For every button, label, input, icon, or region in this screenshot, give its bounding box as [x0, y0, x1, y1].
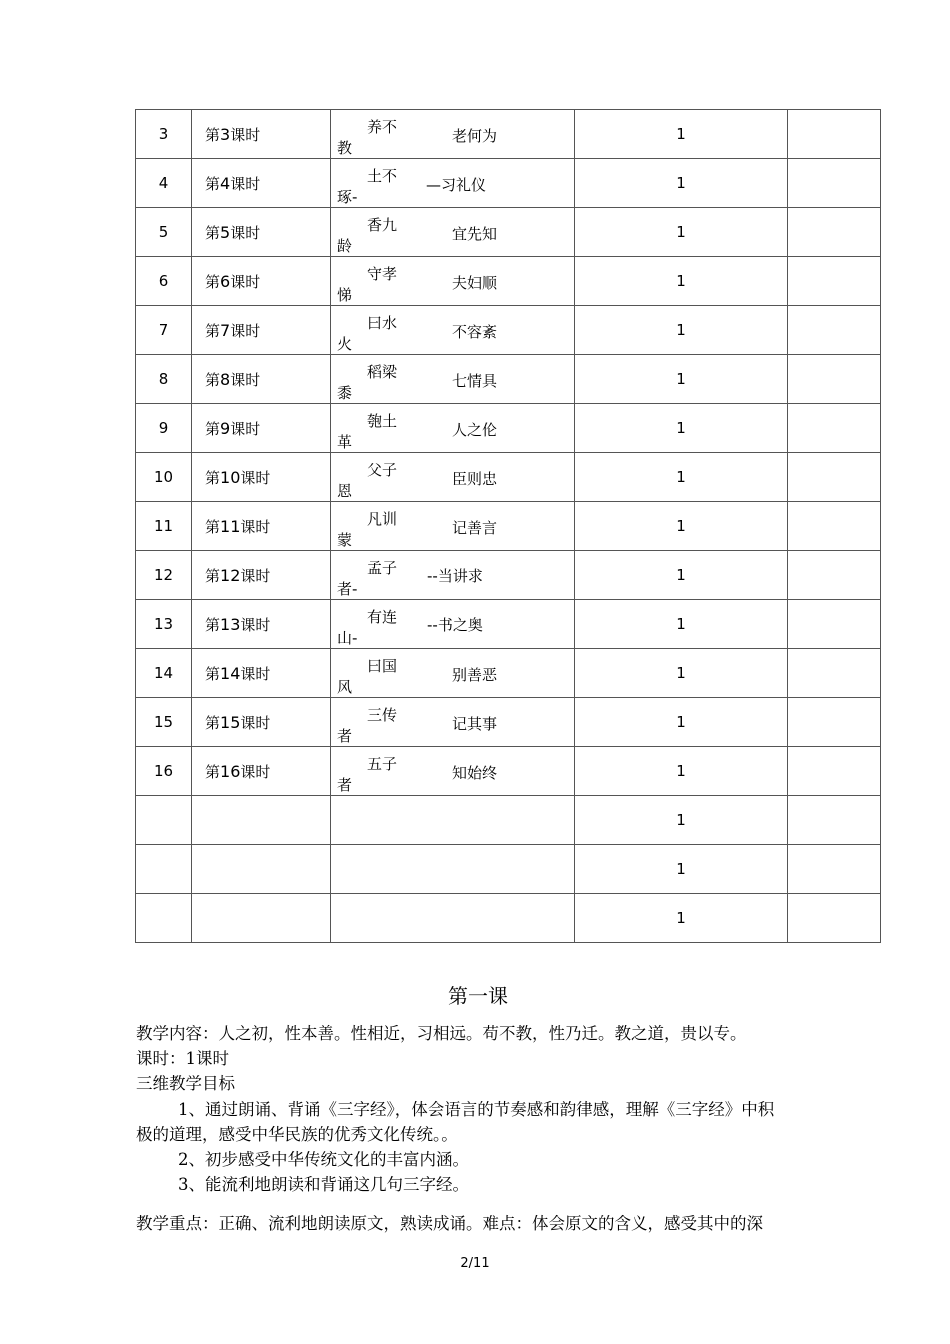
row-number: 8: [158, 370, 169, 388]
goal-3: 3、能流利地朗读和背诵这几句三字经。: [178, 1175, 469, 1194]
table-row: [136, 796, 881, 845]
table-row: [136, 404, 881, 453]
content-bottom: 山-: [337, 629, 358, 647]
content-top: 三传: [367, 706, 398, 724]
lesson-number: 14: [220, 663, 241, 683]
row-number: 12: [153, 566, 174, 584]
row-number: 4: [158, 174, 169, 192]
table-row: [136, 894, 881, 943]
lesson-prefix: 第: [205, 615, 221, 634]
lesson-prefix: 第: [205, 713, 221, 732]
hours-cell: [575, 845, 788, 894]
row-number: 13: [153, 615, 174, 633]
row-number-cell: [136, 257, 192, 306]
hours-cell: [575, 649, 788, 698]
lesson-suffix: 课时: [230, 370, 261, 389]
hours-cell: [575, 747, 788, 796]
notes-cell: [788, 208, 881, 257]
lesson-cell: [192, 894, 331, 943]
hours-value: 1: [676, 762, 686, 780]
content-cell: [331, 159, 575, 208]
lesson-number: 3: [220, 124, 231, 144]
lesson-number: 9: [220, 418, 231, 438]
lesson-prefix: 第: [205, 223, 221, 242]
lesson-cell: [192, 306, 331, 355]
content-bottom: 火: [337, 335, 353, 353]
notes-cell: [788, 257, 881, 306]
hours-value: 1: [676, 811, 686, 829]
lesson-number: 11: [220, 516, 241, 536]
content-bottom: 龄: [337, 237, 353, 255]
lesson-prefix: 第: [205, 762, 221, 781]
notes-cell: [788, 502, 881, 551]
goals-heading: 三维教学目标: [136, 1074, 235, 1093]
hours-value: 1: [676, 321, 686, 339]
hours-value: 1: [676, 468, 686, 486]
content-cell: [331, 747, 575, 796]
notes-cell: [788, 110, 881, 159]
row-number-cell: [136, 894, 192, 943]
hours-cell: [575, 894, 788, 943]
hours-value: 1: [676, 272, 686, 290]
table-row: [136, 600, 881, 649]
content-cell: [331, 600, 575, 649]
content-cell: [331, 845, 575, 894]
lesson-schedule-table: [135, 109, 881, 943]
content-cell: [331, 551, 575, 600]
table-row: [136, 551, 881, 600]
lesson-number: 5: [220, 222, 231, 242]
row-number: 16: [153, 762, 174, 780]
row-number-cell: [136, 600, 192, 649]
content-bottom: 者: [337, 776, 353, 794]
row-number: 6: [158, 272, 169, 290]
lesson-cell: [192, 600, 331, 649]
row-number: 5: [158, 223, 169, 241]
content-cell: [331, 355, 575, 404]
content-bottom: 教: [337, 139, 353, 157]
notes-cell: [788, 600, 881, 649]
content-top: 养不: [367, 118, 398, 136]
notes-cell: [788, 894, 881, 943]
lesson-cell: [192, 551, 331, 600]
table-row: [136, 502, 881, 551]
hours-value: 1: [676, 664, 686, 682]
lesson-title: 第一课: [448, 984, 508, 1008]
table-row: [136, 208, 881, 257]
lesson-cell: [192, 502, 331, 551]
row-number: 9: [158, 419, 169, 437]
content-cell: [331, 306, 575, 355]
table-row: [136, 698, 881, 747]
notes-cell: [788, 796, 881, 845]
content-top: 父子: [367, 461, 398, 479]
hours-cell: [575, 796, 788, 845]
notes-cell: [788, 551, 881, 600]
row-number-cell: [136, 551, 192, 600]
content-right: 夫妇顺: [452, 274, 498, 292]
lesson-prefix: 第: [205, 566, 221, 585]
lesson-number: 15: [220, 712, 241, 732]
lesson-cell: [192, 208, 331, 257]
content-top: 稻梁: [367, 363, 398, 381]
key-points: 教学重点：正确、流利地朗读原文，熟读成诵。难点：体会原文的含义，感受其中的深: [136, 1214, 763, 1233]
lesson-prefix: 第: [205, 664, 221, 683]
notes-cell: [788, 698, 881, 747]
goal-2: 2、初步感受中华传统文化的丰富内涵。: [178, 1150, 469, 1169]
row-number: 14: [153, 664, 174, 682]
row-number-cell: [136, 404, 192, 453]
lesson-suffix: 课时: [240, 566, 271, 585]
row-number-cell: [136, 453, 192, 502]
hours-value: 1: [676, 370, 686, 388]
content-right: 七情具: [452, 372, 498, 390]
lesson-cell: [192, 649, 331, 698]
schedule-table-body: [136, 110, 881, 943]
content-right: --书之奥: [427, 616, 483, 634]
hours-value: 1: [676, 517, 686, 535]
hours-value: 1: [676, 860, 686, 878]
row-number-cell: [136, 649, 192, 698]
hours-value: 1: [676, 125, 686, 143]
table-row: [136, 845, 881, 894]
lesson-suffix: 课时: [230, 174, 261, 193]
hours-cell: [575, 453, 788, 502]
content-top: 孟子: [367, 559, 398, 577]
content-bottom: 蒙: [337, 531, 353, 549]
content-top: 守孝: [367, 265, 398, 283]
lesson-suffix: 课时: [240, 664, 271, 683]
lesson-number: 12: [220, 565, 241, 585]
table-row: [136, 159, 881, 208]
hours-cell: [575, 257, 788, 306]
hours-cell: [575, 502, 788, 551]
notes-cell: [788, 453, 881, 502]
teaching-content: 教学内容：人之初，性本善。性相近，习相远。苟不教，性乃迁。教之道，贵以专。: [136, 1024, 747, 1043]
notes-cell: [788, 306, 881, 355]
content-cell: [331, 894, 575, 943]
lesson-cell: [192, 404, 331, 453]
lesson-cell: [192, 698, 331, 747]
table-row: [136, 649, 881, 698]
notes-cell: [788, 159, 881, 208]
row-number: 15: [153, 713, 174, 731]
content-top: 凡训: [367, 510, 398, 528]
lesson-prefix: 第: [205, 468, 221, 487]
content-right: 宜先知: [452, 225, 498, 243]
content-bottom: 琢-: [337, 188, 358, 206]
content-right: 别善恶: [452, 666, 498, 684]
content-right: 老何为: [452, 127, 498, 145]
lesson-cell: [192, 747, 331, 796]
hours-cell: [575, 551, 788, 600]
content-cell: [331, 649, 575, 698]
row-number: 3: [158, 125, 169, 143]
content-top: 曰国: [367, 657, 398, 675]
lesson-suffix: 课时: [240, 468, 271, 487]
content-cell: [331, 796, 575, 845]
hours-cell: [575, 110, 788, 159]
lesson-prefix: 第: [205, 272, 221, 291]
content-right: 人之伦: [452, 421, 498, 439]
lesson-prefix: 第: [205, 174, 221, 193]
hours-value: 1: [676, 223, 686, 241]
content-right: 臣则忠: [452, 470, 498, 488]
hours-cell: [575, 698, 788, 747]
notes-cell: [788, 747, 881, 796]
content-right: 知始终: [452, 764, 498, 782]
content-bottom: 者: [337, 727, 353, 745]
lesson-number: 4: [220, 173, 231, 193]
lesson-cell: [192, 355, 331, 404]
lesson-cell: [192, 110, 331, 159]
content-top: 匏土: [367, 412, 398, 430]
content-cell: [331, 257, 575, 306]
lesson-period: 课时：1课时: [136, 1049, 229, 1068]
row-number-cell: [136, 306, 192, 355]
content-top: 土不: [367, 167, 398, 185]
table-row: [136, 747, 881, 796]
content-bottom: 恩: [337, 482, 353, 500]
lesson-suffix: 课时: [230, 125, 261, 144]
lesson-prefix: 第: [205, 370, 221, 389]
lesson-number: 13: [220, 614, 241, 634]
content-cell: [331, 110, 575, 159]
lesson-suffix: 课时: [230, 321, 261, 340]
lesson-number: 7: [220, 320, 231, 340]
lesson-cell: [192, 796, 331, 845]
row-number-cell: [136, 159, 192, 208]
row-number-cell: [136, 208, 192, 257]
content-top: 有连: [367, 608, 398, 626]
hours-value: 1: [676, 566, 686, 584]
row-number-cell: [136, 747, 192, 796]
notes-cell: [788, 355, 881, 404]
content-cell: [331, 502, 575, 551]
lesson-suffix: 课时: [230, 419, 261, 438]
lesson-prefix: 第: [205, 517, 221, 536]
table-row: [136, 306, 881, 355]
hours-cell: [575, 600, 788, 649]
row-number-cell: [136, 698, 192, 747]
hours-value: 1: [676, 419, 686, 437]
hours-cell: [575, 404, 788, 453]
table-row: [136, 355, 881, 404]
row-number-cell: [136, 355, 192, 404]
notes-cell: [788, 649, 881, 698]
row-number: 7: [158, 321, 169, 339]
hours-cell: [575, 306, 788, 355]
content-right: 不容紊: [452, 323, 498, 341]
lesson-prefix: 第: [205, 321, 221, 340]
page-number: 2/11: [460, 1256, 490, 1271]
content-bottom: 悌: [337, 286, 353, 304]
lesson-cell: [192, 159, 331, 208]
content-cell: [331, 404, 575, 453]
lesson-number: 8: [220, 369, 231, 389]
hours-cell: [575, 208, 788, 257]
goal-1-line-1: 1、通过朗诵、背诵《三字经》，体会语言的节奏感和韵律感，理解《三字经》中积: [178, 1100, 775, 1119]
hours-value: 1: [676, 713, 686, 731]
content-cell: [331, 208, 575, 257]
content-bottom: 者-: [337, 580, 358, 598]
lesson-suffix: 课时: [240, 713, 271, 732]
content-right: 记善言: [452, 519, 498, 537]
lesson-suffix: 课时: [240, 615, 271, 634]
lesson-cell: [192, 453, 331, 502]
lesson-cell: [192, 845, 331, 894]
hours-value: 1: [676, 909, 686, 927]
content-cell: [331, 698, 575, 747]
content-bottom: 黍: [337, 384, 353, 402]
row-number: 11: [153, 517, 174, 535]
hours-value: 1: [676, 615, 686, 633]
table-row: [136, 453, 881, 502]
row-number-cell: [136, 845, 192, 894]
lesson-number: 10: [220, 467, 241, 487]
content-top: 香九: [367, 216, 398, 234]
content-right: 记其事: [452, 715, 498, 733]
lesson-suffix: 课时: [240, 517, 271, 536]
hours-cell: [575, 355, 788, 404]
lesson-cell: [192, 257, 331, 306]
lesson-number: 6: [220, 271, 231, 291]
content-bottom: 革: [337, 433, 353, 451]
lesson-suffix: 课时: [230, 223, 261, 242]
table-row: [136, 257, 881, 306]
content-right: —习礼仪: [426, 176, 487, 194]
lesson-suffix: 课时: [240, 762, 271, 781]
content-top: 曰水: [367, 314, 398, 332]
row-number: 10: [153, 468, 174, 486]
table-row: [136, 110, 881, 159]
row-number-cell: [136, 502, 192, 551]
goal-1-line-2: 极的道理，感受中华民族的优秀文化传统。。: [136, 1125, 458, 1144]
hours-cell: [575, 159, 788, 208]
lesson-prefix: 第: [205, 125, 221, 144]
content-cell: [331, 453, 575, 502]
notes-cell: [788, 845, 881, 894]
row-number-cell: [136, 110, 192, 159]
content-top: 五子: [367, 755, 398, 773]
content-right: --当讲求: [427, 567, 483, 585]
notes-cell: [788, 404, 881, 453]
content-bottom: 风: [337, 678, 353, 696]
lesson-prefix: 第: [205, 419, 221, 438]
row-number-cell: [136, 796, 192, 845]
lesson-suffix: 课时: [230, 272, 261, 291]
lesson-number: 16: [220, 761, 241, 781]
hours-value: 1: [676, 174, 686, 192]
